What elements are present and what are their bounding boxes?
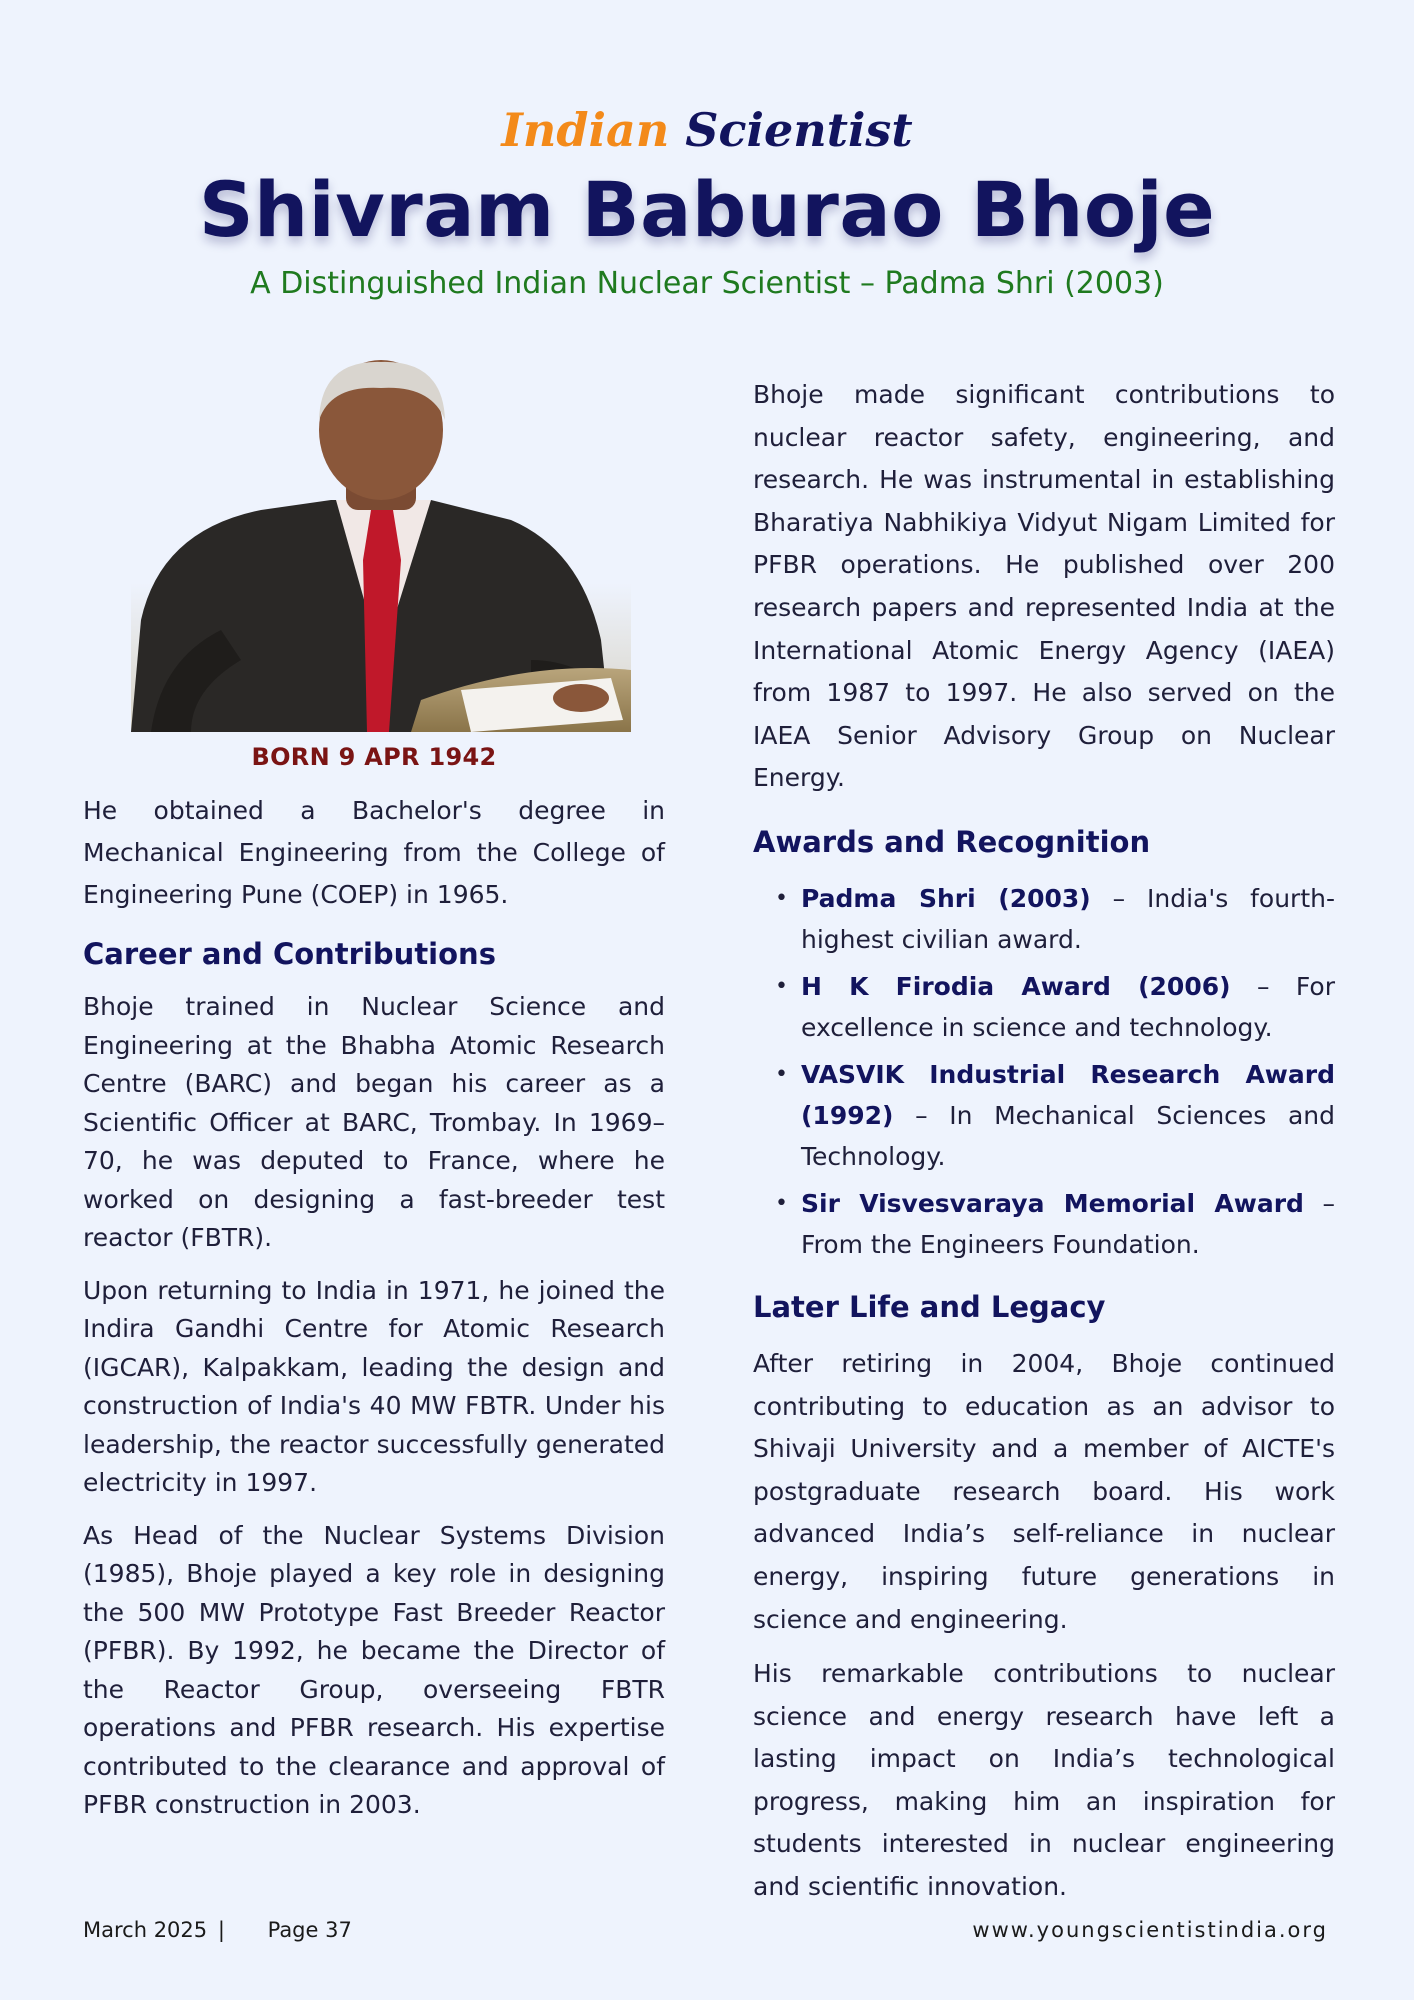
award-item [775, 1054, 1335, 1177]
award-description: – India's fourth-highest civilian award. [801, 883, 1335, 954]
birth-caption: BORN 9 APR 1942 [251, 743, 497, 771]
legacy-paragraph-2: His remarkable contributions to nuclear science and energy research have left a lasting impact on India’s technological progress, making him an inspiration for students interested in nuclear engineering and scientific innovation. [753, 1659, 1335, 1902]
career-paragraph-2: Upon returning to India in 1971, he joined the Indira Gandhi Centre for Atomic Research (IGCAR), Kalpakkam, leading the design and construction of India's 40 MW FBTR. Under his leadership, the reactor successfully generated electricity in 1997. [83, 1275, 665, 1497]
page-title: Shivram Baburao Bhoje [198, 165, 1216, 254]
bullet-icon: • [775, 885, 788, 911]
award-name: Padma Shri (2003) [801, 883, 1091, 913]
page-number: Page 37 [267, 1918, 352, 1942]
award-name: Sir Visvesvaraya Memorial Award [801, 1188, 1304, 1218]
kicker [0, 100, 1414, 160]
footer-issue [83, 1915, 352, 1945]
legacy-paragraph-1: After retiring in 2004, Bhoje continued contributing to education as an advisor to Shivaji University and a member of AICTE's postgraduate research board. His work advanced India’s self-reliance in nuclear energy, inspiring future generations in science and engineering. [753, 1348, 1335, 1634]
contributions-paragraph: Bhoje made significant contributions to nuclear reactor safety, engineering, and research. He was instrumental in establishing Bharatiya Nabhikiya Vidyut Nigam Limited for PFBR operations. He published over 200 research papers and represented India at the International Atomic Energy Agency (IAEA) from 1987 to 1997. He also served on the IAEA Senior Advisory Group on Nuclear Energy. [753, 380, 1335, 793]
footer-website-link[interactable]: www.youngscientistindia.org [972, 1918, 1328, 1942]
bullet-icon: • [775, 1061, 788, 1087]
legacy-heading: Later Life and Legacy [753, 1289, 1106, 1324]
award-name: H K Firodia Award (2006) [801, 971, 1231, 1001]
bullet-icon: • [775, 973, 788, 999]
career-paragraph-3: As Head of the Nuclear Systems Division (1985), Bhoje played a key role in designing the 500 MW Prototype Fast Breeder Reactor (PFBR). By 1992, he became the Director of the Reactor Group, overseeing FBTR operations and PFBR research. His expertise contributed to the clearance and approval of PFBR construction in 2003. [83, 1520, 665, 1819]
award-description: – For excellence in science and technology. [801, 971, 1335, 1042]
award-item [775, 966, 1335, 1048]
footer-separator: | [217, 1918, 225, 1942]
footer-date: March 2025 [83, 1918, 208, 1942]
left-column [83, 360, 665, 1825]
page-subtitle: A Distinguished Indian Nuclear Scientist – Padma Shri (2003) [250, 266, 1164, 301]
award-item [775, 1183, 1335, 1265]
right-column [753, 374, 1335, 1909]
career-paragraph-1: Bhoje trained in Nuclear Science and Engineering at the Bhabha Atomic Research Centre (BARC) and began his career as a Scientific Officer at BARC, Trombay. In 1969–70, he was deputed to France, where he worked on designing a fast-breeder test reactor (FBTR). [83, 992, 665, 1252]
award-description: – From the Engineers Foundation. [801, 1188, 1335, 1259]
award-name: VASVIK Industrial Research Award (1992) [801, 1059, 1335, 1130]
awards-list [753, 878, 1335, 1265]
career-heading: Career and Contributions [83, 937, 496, 971]
education-paragraph: He obtained a Bachelor's degree in Mechanical Engineering from the College of Engineering Pune (COEP) in 1965. [83, 796, 665, 909]
award-description: – In Mechanical Sciences and Technology. [801, 1100, 1335, 1171]
awards-heading: Awards and Recognition [753, 824, 1151, 859]
portrait-illustration [131, 360, 631, 732]
kicker-accent: Indian [501, 103, 670, 157]
portrait-photo [131, 360, 631, 732]
kicker-rest: Scientist [685, 103, 913, 157]
page-header [0, 100, 1414, 306]
bullet-icon: • [775, 1190, 788, 1216]
award-item [775, 878, 1335, 960]
